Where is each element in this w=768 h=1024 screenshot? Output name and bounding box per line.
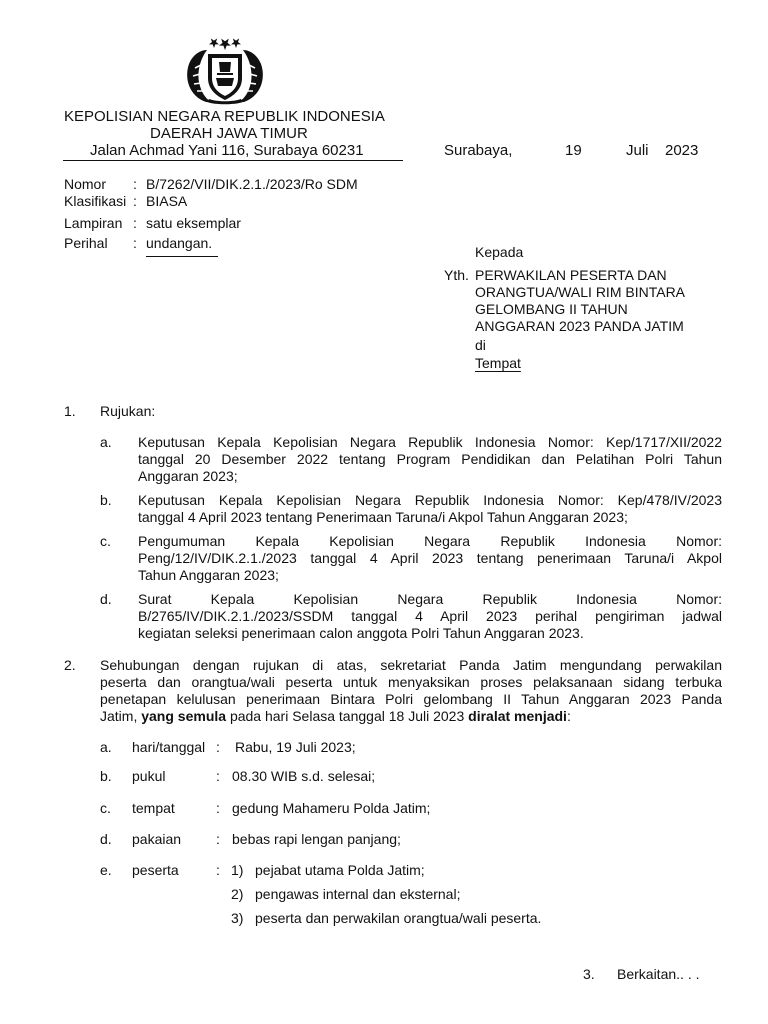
recipient-line: PERWAKILAN PESERTA DAN — [475, 267, 667, 283]
reference-line: B/2765/IV/DIK.2.1./2023/SSDM tanggal 4 April 2023 perihal pengiriman jadwal — [138, 608, 722, 624]
reference-letter: d. — [100, 591, 112, 607]
meta-label-perihal: Perihal — [64, 235, 108, 251]
letter-day: 19 — [565, 142, 582, 159]
meta-sep: : — [133, 193, 137, 209]
recipient-kepada: Kepada — [475, 244, 524, 260]
detail-value: 08.30 WIB s.d. selesai; — [232, 768, 376, 784]
detail-label: hari/tanggal — [132, 739, 206, 755]
detail-value: bebas rapi lengan panjang; — [232, 831, 401, 847]
reference-line: tanggal 20 Desember 2022 tentang Program Pendidikan dan Pelatihan Polri Tahun — [138, 451, 722, 467]
meta-label-klasifikasi: Klasifikasi — [64, 193, 127, 209]
paragraph-line: Sehubungan dengan rujukan di atas, sekretariat Panda Jatim mengundang perwakilan — [100, 657, 722, 673]
paragraph-line: peserta dan orangtua/wali peserta untuk menyaksikan proses pelaksanaan sidang terbuka — [100, 674, 722, 690]
reference-line: Peng/12/IV/DIK.2.1./2023 tanggal 4 April 2023 tentang penerimaan Taruna/i Akpol — [138, 550, 722, 566]
detail-letter: c. — [100, 800, 111, 816]
letter-place: Surabaya, — [444, 142, 513, 159]
org-region: DAERAH JAWA TIMUR — [150, 125, 308, 142]
paragraph-line: penetapan kelulusan penerimaan Bintara Polri gelombang II Tahun Anggaran 2023 Panda — [100, 691, 722, 707]
org-address: Jalan Achmad Yani 116, Surabaya 60231 — [90, 142, 364, 159]
detail-label: tempat — [132, 800, 175, 816]
reference-letter: a. — [100, 434, 112, 450]
reference-line: Keputusan Kepala Kepolisian Negara Republik Indonesia Nomor: Kep/478/IV/2023 — [138, 492, 722, 508]
section-title: Rujukan: — [100, 403, 156, 419]
detail-value: Rabu, 19 Juli 2023; — [235, 739, 356, 755]
detail-label: pakaian — [132, 831, 182, 847]
participant-num: 3) — [231, 910, 244, 926]
recipient-yth: Yth. — [444, 267, 469, 283]
section-number: 2. — [64, 657, 76, 673]
letter-year: 2023 — [665, 142, 699, 159]
detail-label: peserta — [132, 862, 179, 878]
reference-line: Keputusan Kepala Kepolisian Negara Republik Indonesia Nomor: Kep/1717/XII/2022 — [138, 434, 722, 450]
detail-sep: : — [216, 768, 220, 784]
paragraph-line-correction: Jatim, yang semula pada hari Selasa tanggal 18 Juli 2023 diralat menjadi: — [100, 708, 571, 724]
detail-sep: : — [216, 831, 220, 847]
meta-label-lampiran: Lampiran — [64, 215, 123, 231]
recipient-tempat: Tempat — [475, 355, 521, 371]
reference-line: Tahun Anggaran 2023; — [138, 567, 279, 583]
reference-line: Surat Kepala Kepolisian Negara Republik Indonesia Nomor: — [138, 591, 722, 607]
detail-letter: a. — [100, 739, 112, 755]
detail-letter: d. — [100, 831, 112, 847]
detail-label: pukul — [132, 768, 166, 784]
detail-value: gedung Mahameru Polda Jatim; — [232, 800, 431, 816]
detail-letter: e. — [100, 862, 112, 878]
reference-line: tanggal 4 April 2023 tentang Penerimaan Taruna/i Akpol Tahun Anggaran 2023; — [138, 509, 628, 525]
letterhead-divider — [63, 160, 403, 161]
section-number: 1. — [64, 403, 76, 419]
reference-line: Pengumuman Kepala Kepolisian Negara Republik Indonesia Nomor: — [138, 533, 722, 549]
perihal-underline — [146, 256, 218, 257]
recipient-line: GELOMBANG II TAHUN — [475, 301, 628, 317]
letter-month: Juli — [626, 142, 649, 159]
meta-sep: : — [133, 235, 137, 251]
participant-num: 2) — [231, 886, 244, 902]
reference-letter: c. — [100, 533, 111, 549]
reference-letter: b. — [100, 492, 112, 508]
meta-value-nomor: B/7262/VII/DIK.2.1./2023/Ro SDM — [146, 176, 358, 192]
detail-letter: b. — [100, 768, 112, 784]
participant-text: peserta dan perwakilan orangtua/wali peserta. — [255, 910, 542, 926]
meta-value-lampiran: satu eksemplar — [146, 215, 241, 231]
participant-text: pengawas internal dan eksternal; — [255, 886, 461, 902]
recipient-line: ANGGARAN 2023 PANDA JATIM — [475, 318, 684, 334]
reference-line: Anggaran 2023; — [138, 468, 238, 484]
police-emblem-logo — [183, 38, 267, 106]
bold-diralat-menjadi: diralat menjadi — [468, 708, 567, 724]
recipient-line: ORANGTUA/WALI RIM BINTARA — [475, 284, 686, 300]
meta-sep: : — [133, 176, 137, 192]
detail-sep: : — [216, 862, 220, 878]
org-name: KEPOLISIAN NEGARA REPUBLIK INDONESIA — [64, 108, 385, 125]
detail-sep: : — [216, 739, 220, 755]
recipient-di: di — [475, 337, 486, 353]
reference-line: kegiatan seleksi penerimaan calon anggota Polri Tahun Anggaran 2023. — [138, 625, 584, 641]
continuation-number: 3. — [583, 966, 595, 982]
participant-num: 1) — [231, 862, 244, 878]
meta-label-nomor: Nomor — [64, 176, 107, 192]
continuation-text: Berkaitan.. . . — [617, 966, 700, 982]
meta-sep: : — [133, 215, 137, 231]
meta-value-perihal: undangan. — [146, 235, 213, 251]
detail-sep: : — [216, 800, 220, 816]
meta-value-klasifikasi: BIASA — [146, 193, 188, 209]
participant-text: pejabat utama Polda Jatim; — [255, 862, 425, 878]
bold-yang-semula: yang semula — [141, 708, 227, 724]
